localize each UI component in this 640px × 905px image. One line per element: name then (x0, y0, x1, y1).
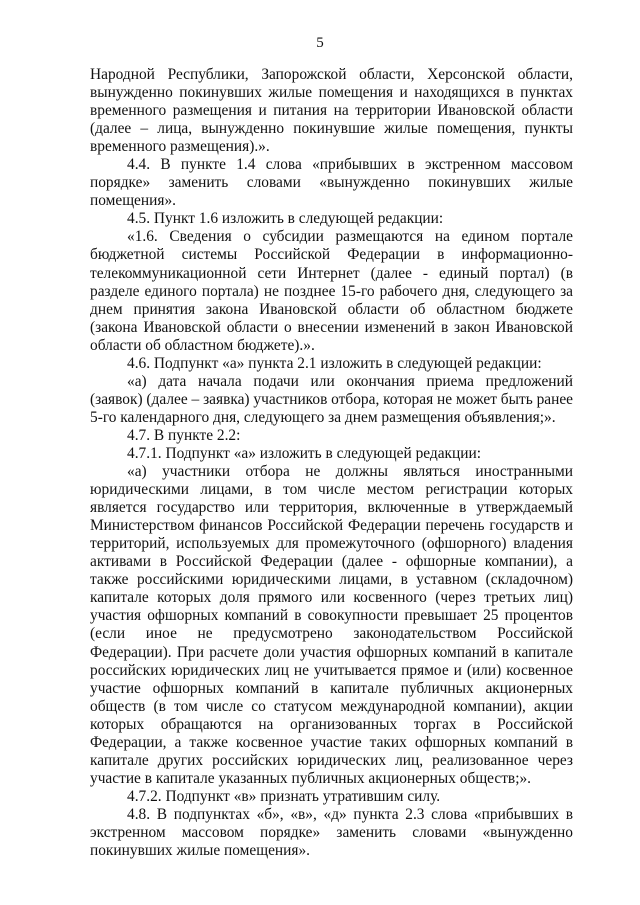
paragraph-item-1-6-text: «1.6. Сведения о субсидии размещаются на едином портале бюджетной системы Российской Федерации в информационно-телекоммуникационной сети Интернет (далее - единый портал) (в разделе единого портала) не позднее 15-го рабочего дня, следующего за днем принятия закона Ивановской области об областном бюджете (закона Ивановской области о внесении изменений в закон Ивановской области об областном бюджете).». (90, 228, 573, 354)
paragraph-continuation: Народной Республики, Запорожской области, Херсонской области, вынужденно покинувших жилые помещения и находящихся в пунктах временного размещения и питания на территории Ивановской области (далее – лица, вынужденно покинувшие жилые помещения, пункты временного размещения).». (90, 66, 573, 156)
document-body (90, 66, 573, 860)
paragraph-item-4-7: 4.7. В пункте 2.2: (127, 426, 241, 444)
paragraph-item-4-7-1: 4.7.1. Подпункт «а» изложить в следующей редакции: (127, 444, 482, 462)
paragraph-item-4-4: 4.4. В пункте 1.4 слова «прибывших в экстренном массовом порядке» заменить словами «вынужденно покинувших жилые помещения». (90, 156, 573, 210)
paragraph-item-4-8: 4.8. В подпунктах «б», «в», «д» пункта 2.3 слова «прибывших в экстренном массовом порядке» заменить словами «вынужденно покинувших жилые помещения». (90, 805, 573, 860)
page-number: 5 (316, 35, 324, 51)
paragraph-item-2-2-a-text: «а) участники отбора не должны являться иностранными юридическими лицами, в том числе местом регистрации которых является государство или территория, включенные в утверждаемый Министерством финансов Российской Федерации перечень государств и территорий, используемых для промежуточного (офшорного) владения активами в Российской Федерации (далее - офшорные компании), а также российскими юридическими лицами, в уставном (складочном) капитале которых доля прямого или косвенного (через третьих лиц) участия офшорных компаний в совокупности превышает 25 процентов (если иное не предусмотрено законодательством Российской Федерации). При расчете доли участия офшорных компаний в капитале российских юридических лиц не учитывается прямое и (или) косвенное участие офшорных компаний в капитале публичных акционерных обществ (в том числе со статусом международной компании), акции которых обращаются на организованных торгах в Российской Федерации, а также косвенное участие таких офшорных компаний в капитале других российских юридических лиц, реализованное через участие в капитале указанных публичных акционерных обществ;». (90, 463, 573, 787)
paragraph-item-4-5: 4.5. Пункт 1.6 изложить в следующей редакции: (127, 210, 444, 228)
paragraph-item-2-1-a-text: «а) дата начала подачи или окончания приема предложений (заявок) (далее – заявка) участников отбора, которая не может быть ранее 5-го календарного дня, следующего за днем размещения объявления;». (90, 372, 573, 426)
paragraph-item-4-6: 4.6. Подпункт «а» пункта 2.1 изложить в следующей редакции: (127, 354, 542, 372)
paragraph-item-4-7-2: 4.7.2. Подпункт «в» признать утратившим силу. (127, 787, 441, 805)
